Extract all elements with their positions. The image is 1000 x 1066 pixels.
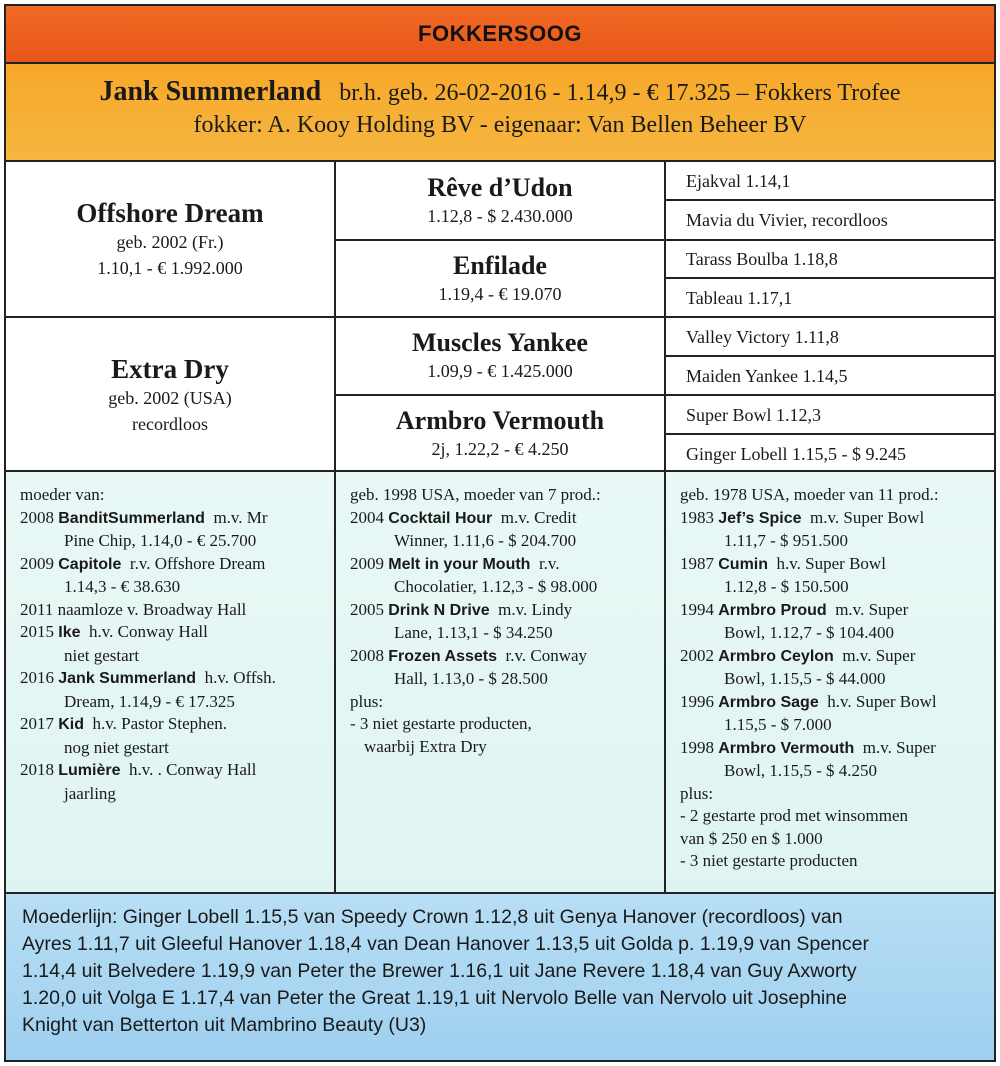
sire-dam-cell bbox=[336, 241, 664, 316]
produce-item: 2015 Ike h.v. Conway Hall bbox=[20, 622, 208, 641]
sire-sire-name: Rêve d’Udon bbox=[427, 172, 573, 202]
column-intro: geb. 1978 USA, moeder van 11 prod.: bbox=[680, 485, 939, 504]
divider bbox=[666, 433, 994, 435]
produce-item: 2008 Frozen Assets r.v. Conway bbox=[350, 645, 588, 665]
horse-header bbox=[4, 62, 996, 162]
great-grandparent: Tableau 1.17,1 bbox=[686, 288, 793, 308]
sire-sire-record: 1.12,8 - $ 2.430.000 bbox=[427, 205, 573, 226]
produce-item: 2017 Kid h.v. Pastor Stephen. bbox=[20, 714, 227, 733]
breeder-owner: fokker: A. Kooy Holding BV - eigenaar: Van Bellen Beheer BV bbox=[193, 112, 807, 138]
maternal-line bbox=[4, 892, 996, 1062]
plus-label: plus: bbox=[350, 691, 384, 711]
divider bbox=[666, 199, 994, 201]
divider bbox=[334, 472, 336, 892]
great-grandparent: Ginger Lobell 1.15,5 - $ 9.245 bbox=[686, 444, 906, 464]
mare-families bbox=[4, 470, 996, 894]
great-granddam-produce-column: geb. 1978 USA, moeder van 11 prod.: 1983 Jef’s Spice m.v. Super Bowl 1.11,7 - $ 951.500 1987 Cumin h.v. Super Bowl 1.12,8 - $ 150.500 1994 Armbro Proud m.v. Super Bowl, 1.12,7 - $ 104.400 2002 Armbro Ceylon m.v. Super Bowl, 1.15,5 - $ 44.000 1996 Armbro Sage h.v. Super Bowl 1.15,5 - $ 7.000 1998 Armbro Vermouth m.v. Super Bowl, 1.15,5 - $ 4.250 plus: - 2 gestarte prod met winsommen van $ 250 en $ 1.000 - 3 niet gestarte producten bbox=[680, 485, 939, 870]
dam-record: recordloos bbox=[132, 413, 208, 434]
granddam-produce-column: geb. 1998 USA, moeder van 7 prod.: 2004 Cocktail Hour m.v. Credit Winner, 1.11,6 - $ 204.700 2009 Melt in your Mouth r.v. Chocolatier, 1.12,3 - $ 98.000 2005 Drink N Drive m.v. Lindy Lane, 1.13,1 - $ 34.250 2008 Frozen Assets r.v. Conway Hall, 1.13,0 - $ 28.500 plus: - 3 niet gestarte producten, waarbij Extra Dry bbox=[350, 485, 601, 756]
produce-item: 1983 Jef’s Spice m.v. Super Bowl bbox=[680, 507, 925, 527]
produce-item: 2002 Armbro Ceylon m.v. Super bbox=[680, 645, 916, 665]
produce-item: 2009 Capitole r.v. Offshore Dream bbox=[20, 553, 266, 573]
sire-cell bbox=[6, 162, 334, 316]
pedigree-table bbox=[4, 160, 996, 472]
horse-name: Jank Summerland bbox=[99, 76, 322, 107]
maternal-line-text: Moederlijn: Ginger Lobell 1.15,5 van Speedy Crown 1.12,8 uit Genya Hanover (recordloos) van Ayres 1.11,7 uit Gleeful Hanover 1.18,4 van Dean Hanover 1.13,5 uit Golda p. 1.19,9 van Spencer 1.14,4 uit Belvedere 1.19,9 van Peter the Brewer 1.16,1 uit Jane Revere 1.18,4 van Guy Axworty 1.20,0 uit Volga E 1.17,4 van Peter the Great 1.19,1 uit Nervolo Belle van Nervolo uit Josephine Knight van Betterton uit Mambrino Beauty (U3) bbox=[22, 906, 869, 1036]
produce-item: 1987 Cumin h.v. Super Bowl bbox=[680, 553, 886, 573]
divider bbox=[666, 355, 994, 357]
page-title: FOKKERSOOG bbox=[418, 21, 582, 46]
sire-name: Offshore Dream bbox=[76, 197, 264, 228]
produce-item: 2005 Drink N Drive m.v. Lindy bbox=[350, 599, 573, 619]
great-grandparent: Super Bowl 1.12,3 bbox=[686, 405, 821, 425]
produce-item: 2009 Melt in your Mouth r.v. bbox=[350, 553, 560, 573]
dam-sire-record: 1.09,9 - € 1.425.000 bbox=[427, 361, 573, 381]
sire-sire-cell bbox=[336, 162, 664, 239]
produce-item: 2004 Cocktail Hour m.v. Credit bbox=[350, 507, 577, 527]
produce-item: 2008 BanditSummerland m.v. Mr bbox=[20, 507, 268, 527]
great-grandparent: Tarass Boulba 1.18,8 bbox=[686, 249, 838, 269]
sire-dam-record: 1.19,4 - € 19.070 bbox=[438, 283, 562, 304]
produce-item: 2011 naamloze v. Broadway Hall bbox=[20, 599, 247, 619]
dam-cell bbox=[6, 318, 334, 472]
produce-item: 1998 Armbro Vermouth m.v. Super bbox=[680, 737, 936, 757]
produce-item: 1996 Armbro Sage h.v. Super Bowl bbox=[680, 691, 937, 711]
sire-record: 1.10,1 - € 1.992.000 bbox=[97, 257, 243, 278]
divider bbox=[666, 277, 994, 279]
dam-produce-column: moeder van: 2008 BanditSummerland m.v. Mr Pine Chip, 1.14,0 - € 25.700 2009 Capitole r.v. Offshore Dream 1.14,3 - € 38.630 2011 naamloze v. Broadway Hall 2015 Ike h.v. Conway Hall niet gestart 2016 Jank Summerland h.v. Offsh. Dream, 1.14,9 - € 17.325 2017 Kid h.v. Pastor Stephen. nog niet gestart 2018 Lumière h.v. . Conway Hall jaarling bbox=[20, 485, 276, 803]
sire-birth: geb. 2002 (Fr.) bbox=[116, 231, 224, 252]
produce-item: 2016 Jank Summerland h.v. Offsh. bbox=[20, 668, 276, 687]
dam-dam-record: 2j, 1.22,2 - € 4.250 bbox=[431, 439, 569, 459]
dam-dam-cell bbox=[336, 396, 664, 472]
dam-birth: geb. 2002 (USA) bbox=[108, 387, 232, 408]
produce-item: 2018 Lumière h.v. . Conway Hall bbox=[20, 760, 257, 779]
horse-info: br.h. geb. 26-02-2016 - 1.14,9 - € 17.325 – Fokkers Trofee bbox=[339, 80, 901, 106]
great-grandparent: Maiden Yankee 1.14,5 bbox=[686, 366, 848, 386]
sire-dam-name: Enfilade bbox=[453, 250, 547, 280]
great-grandparent: Ejakval 1.14,1 bbox=[686, 171, 791, 191]
dam-sire-name: Muscles Yankee bbox=[412, 328, 588, 357]
plus-label: plus: bbox=[680, 783, 714, 803]
column-intro: moeder van: bbox=[20, 485, 105, 504]
great-grandparent: Valley Victory 1.11,8 bbox=[686, 327, 839, 347]
dam-dam-name: Armbro Vermouth bbox=[395, 406, 605, 435]
divider bbox=[664, 472, 666, 892]
column-intro: geb. 1998 USA, moeder van 7 prod.: bbox=[350, 485, 601, 504]
dam-sire-cell bbox=[336, 318, 664, 394]
produce-item: 1994 Armbro Proud m.v. Super bbox=[680, 599, 909, 619]
title-bar bbox=[4, 4, 996, 64]
great-grandparent: Mavia du Vivier, recordloos bbox=[686, 210, 888, 230]
dam-name: Extra Dry bbox=[111, 353, 229, 384]
